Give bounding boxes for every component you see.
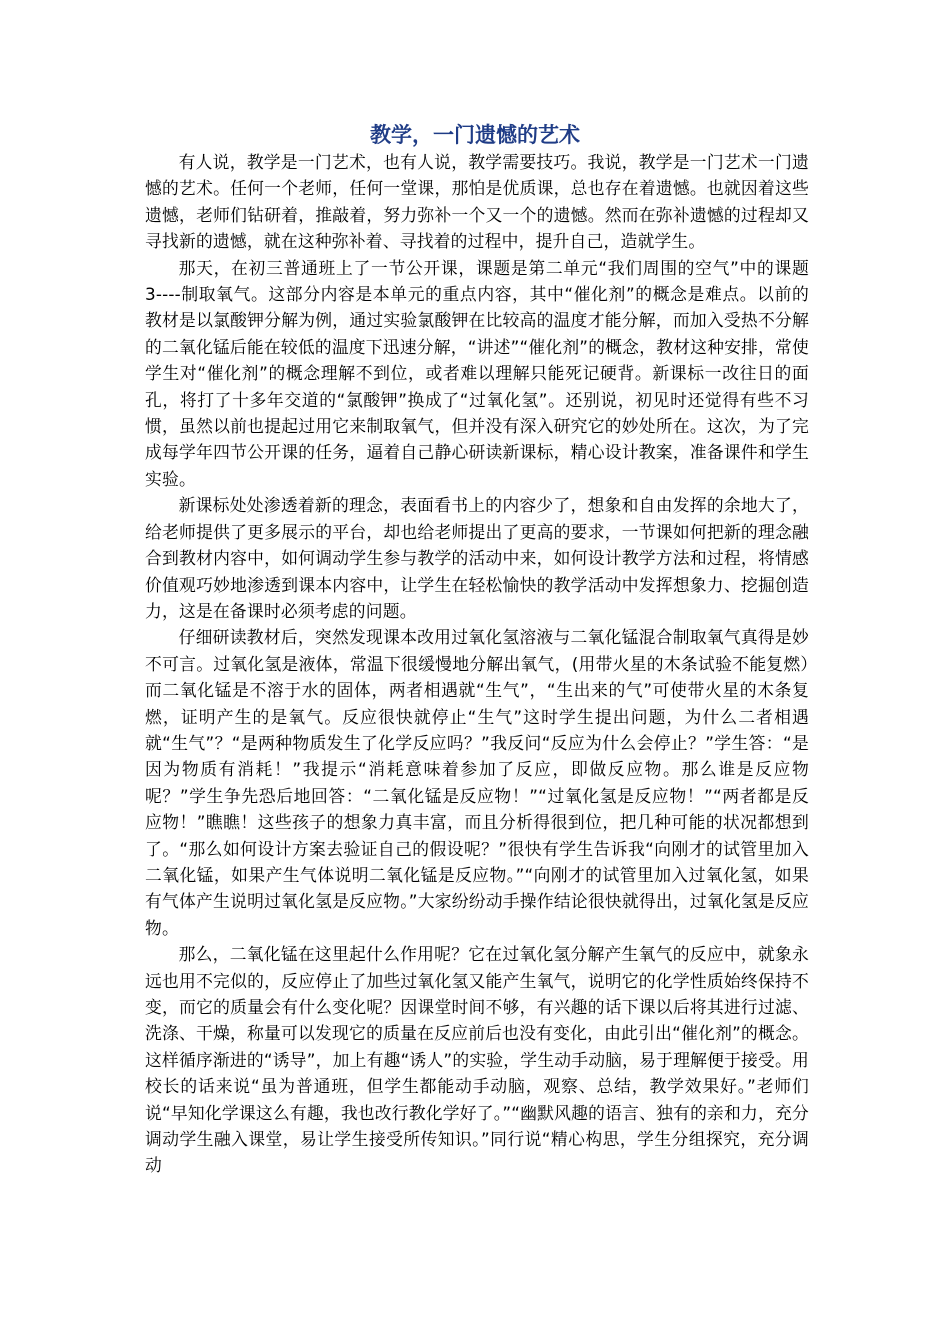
paragraph-1: 有人说，教学是一门艺术，也有人说，教学需要技巧。我说，教学是一门艺术一门遗憾的艺术。任何一个老师，任何一堂课，那怕是优质课，总也存在着遗憾。也就因着这些遗憾，老师们钻研着，推敲着，努力弥补一个又一个的遗憾。然而在弥补遗憾的过程却又寻找新的遗憾，就在这种弥补着、寻找着的过程中，提升自己，造就学生。 xyxy=(145,152,809,252)
paragraph-3: 新课标处处渗透着新的理念，表面看书上的内容少了，想象和自由发挥的余地大了，给老师提供了更多展示的平台，却也给老师提出了更高的要求，一节课如何把新的理念融合到教材内容中，如何调动学生参与教学的活动中来，如何设计教学方法和过程，将情感价值观巧妙地渗透到课本内容中，让学生在轻松愉快的教学活动中发挥想象力、挖掘创造力，这是在备课时必须考虑的问题。 xyxy=(145,495,809,621)
page-title: 教学，一门遗憾的艺术 xyxy=(370,123,580,147)
paragraph-4: 仔细研读教材后，突然发现课本改用过氧化氢溶液与二氧化锰混合制取氧气真得是妙不可言。过氧化氢是液体，常温下很缓慢地分解出氧气，(用带火星的木条试验不能复燃）而二氧化锰是不溶于水的固体，两者相遇就“生气”，“生出来的气”可使带火星的木条复燃，证明产生的是氧气。反应很快就停止“生气”这时学生提出问题，为什么二者相遇就“生气”？“是两种物质发生了化学反应吗？”我反问“反应为什么会停止？”学生答：“是因为物质有消耗！”我提示“消耗意味着参加了反应，即做反应物。那么谁是反应物呢？”学生争先恐后地回答：“二氧化锰是反应物！”“过氧化氢是反应物！”“两者都是反应物！”瞧瞧！这些孩子的想象力真丰富，而且分析得很到位，把几种可能的状况都想到了。“那么如何设计方案去验证自己的假设呢？”很快有学生告诉我“向刚才的试管里加入二氧化锰，如果产生气体说明二氧化锰是反应物。”“向刚才的试管里加入过氧化氢，如果有气体产生说明过氧化氢是反应物。”大家纷纷动手操作结论很快就得出，过氧化氢是反应物。 xyxy=(145,627,809,938)
article-body xyxy=(145,149,809,1179)
paragraph-2: 那天，在初三普通班上了一节公开课，课题是第二单元“我们周围的空气”中的课题 3----制取氧气。这部分内容是本单元的重点内容，其中“催化剂”的概念是难点。以前的教材是以氯酸钾分解为例，通过实验氯酸钾在比较高的温度才能分解，而加入受热不分解的二氧化锰后能在较低的温度下迅速分解，“讲述”“催化剂”的概念，教材这种安排，常使学生对“催化剂”的概念理解不到位，或者难以理解只能死记硬背。新课标一改往日的面孔，将打了十多年交道的“氯酸钾”换成了“过氧化氢”。还别说，初见时还觉得有些不习惯，虽然以前也提起过用它来制取氧气，但并没有深入研究它的妙处所在。这次，为了完成每学年四节公开课的任务，逼着自己静心研读新课标，精心设计教案，准备课件和学生实验。 xyxy=(145,257,809,489)
paragraph-5: 那么，二氧化锰在这里起什么作用呢？它在过氧化氢分解产生氧气的反应中，就象永远也用不完似的，反应停止了加些过氧化氢又能产生氧气，说明它的化学性质始终保持不变，而它的质量会有什么变化呢？因课堂时间不够，有兴趣的话下课以后将其进行过滤、洗涤、干燥，称量可以发现它的质量在反应前后也没有变化，由此引出“催化剂”的概念。这样循序渐进的“诱导”，加上有趣“诱人”的实验，学生动手动脑，易于理解便于接受。用校长的话来说“虽为普通班，但学生都能动手动脑，观察、总结，教学效果好。”老师们说“早知化学课这么有趣，我也改行教化学好了。”“幽默风趣的语言、独有的亲和力，充分调动学生融入课堂，易让学生接受所传知识。”同行说“精心构思，学生分组探究，充分调动 xyxy=(145,944,809,1176)
